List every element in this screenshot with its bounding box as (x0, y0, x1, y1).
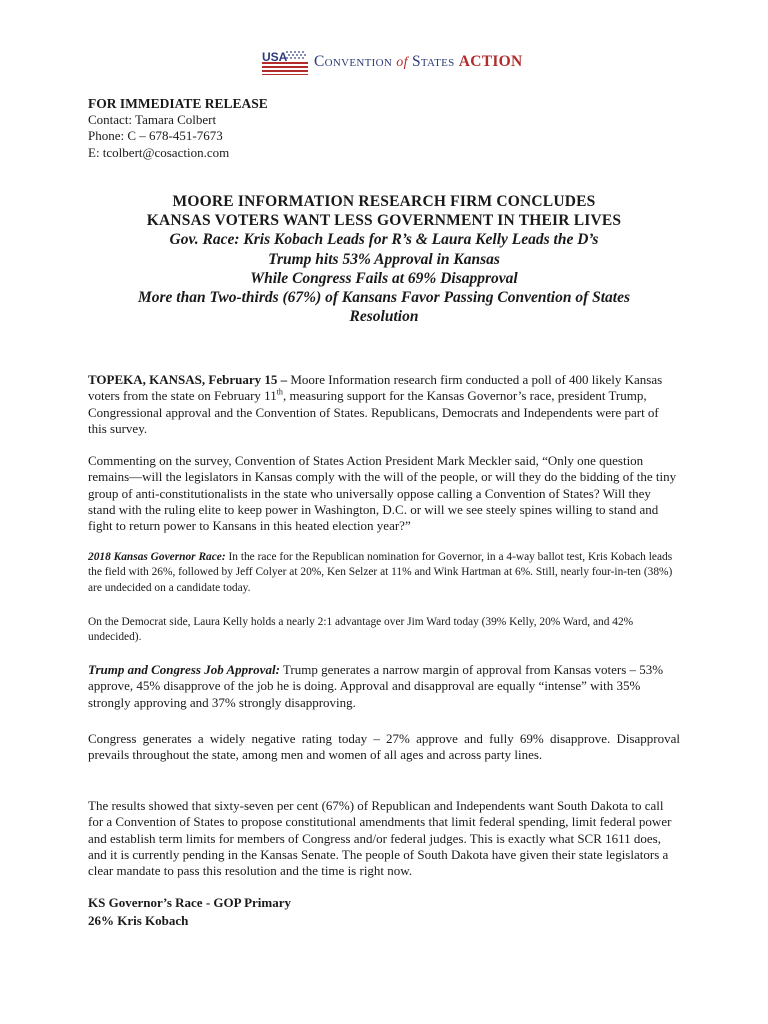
paragraph-meckler-quote: Commenting on the survey, Convention of States Action President Mark Meckler said, “Only one question remains—will the legislators in Kansas comply with the will of the people, or will they do the bidding of the tiny group of anti-constitutionalists in the state who universally oppose calling a Convention of States? Will they stand with the ruling elite to keep power in Washington, D.C. or will we see steely spines willing to stand and fight to return power to Kansans in this heated election year?” (88, 453, 677, 534)
usa-flag-logo-icon (262, 49, 308, 75)
logo-wordmark (314, 53, 523, 71)
paragraph-congress: Congress generates a widely negative rating today – 27% approve and fully 69% disapprove. Disapproval prevails throughout the state, among men and women of all ages and across party lines. (88, 731, 680, 763)
headline-block (60, 192, 708, 326)
contact-name: Contact: Tamara Colbert (88, 112, 217, 128)
intro-superscript: th (276, 387, 283, 397)
governor-race-text: In the race for the Republican nomination for Governor, in a 4-way ballot test, Kris Kobach leads the field with 26%, followed by Jeff Colyer at 20%, Ken Selzer at 11% and Wink Hartman at 6%. Still, nearly four-in-ten (38%) are undecided on a candidate today. (88, 551, 673, 594)
paragraph-results: The results showed that sixty-seven per cent (67%) of Republican and Independents want South Dakota to call for a Convention of States to propose constitutional amendments that limit federal spending, limit federal power and establish term limits for members of Congress and/or federal judges. This is exactly what SCR 1611 does, and it is currently pending in the Kansas Senate. The people of South Dakota have given their state legislators a clear mandate to pass this resolution and the time is right now. (88, 798, 672, 879)
cos-action-logo (262, 48, 523, 76)
job-approval-heading: Trump and Congress Job Approval: (88, 662, 280, 677)
logo-word-of: of (396, 55, 408, 70)
contact-phone: Phone: C – 678-451-7673 (88, 128, 223, 144)
subheadline-line-2: Trump hits 53% Approval in Kansas (268, 250, 500, 268)
paragraph-intro (88, 372, 680, 437)
dateline: TOPEKA, KANSAS, February 15 – (88, 372, 288, 387)
subheadline-line-4: More than Two-thirds (67%) of Kansans Favor Passing Convention of States (137, 289, 631, 307)
subheadline-line-5: Resolution (349, 308, 419, 326)
gop-primary-heading: KS Governor’s Race - GOP Primary (88, 895, 292, 910)
paragraph-democrat-side: On the Democrat side, Laura Kelly holds a nearly 2:1 advantage over Jim Ward today (39% Kelly, 20% Ward, and 42% undecided). (88, 616, 634, 644)
paragraph-governor-race (88, 550, 680, 596)
logo-word-states: States (411, 53, 455, 70)
subheadline-line-1: Gov. Race: Kris Kobach Leads for R’s & Laura Kelly Leads the D’s (169, 231, 599, 249)
contact-email: E: tcolbert@cosaction.com (88, 144, 230, 160)
svg-text:USA: USA (262, 50, 288, 64)
subheadline-line-3: While Congress Fails at 69% Disapproval (250, 269, 518, 287)
paragraph-job-approval (88, 662, 680, 711)
headline-line-1: MOORE INFORMATION RESEARCH FIRM CONCLUDES (172, 193, 596, 210)
gop-primary-section (88, 894, 680, 930)
gop-primary-first-result: 26% Kris Kobach (88, 913, 189, 928)
release-header: FOR IMMEDIATE RELEASE (88, 96, 268, 111)
logo-word-action: ACTION (458, 53, 523, 70)
intro-text-a: Moore Information research firm conducted a poll of 400 likely Kansas voters from the state on February 11 (88, 372, 663, 404)
headline-line-2: KANSAS VOTERS WANT LESS GOVERNMENT IN THEIR LIVES (146, 212, 622, 230)
release-info (88, 96, 680, 161)
governor-race-heading: 2018 Kansas Governor Race: (88, 551, 226, 563)
logo-word-convention: Convention (314, 53, 393, 70)
intro-text-b: , measuring support for the Kansas Governor’s race, president Trump, Congressional approval and the Convention of States. Republicans, Democrats and Independents were part of this survey. (88, 388, 659, 436)
job-approval-text: Trump generates a narrow margin of approval from Kansas voters – 53% approve, 45% disapprove of the job he is doing. Approval and disapproval are equally “intense” with 35% strongly approving and 37% strongly disapproving. (88, 662, 664, 710)
